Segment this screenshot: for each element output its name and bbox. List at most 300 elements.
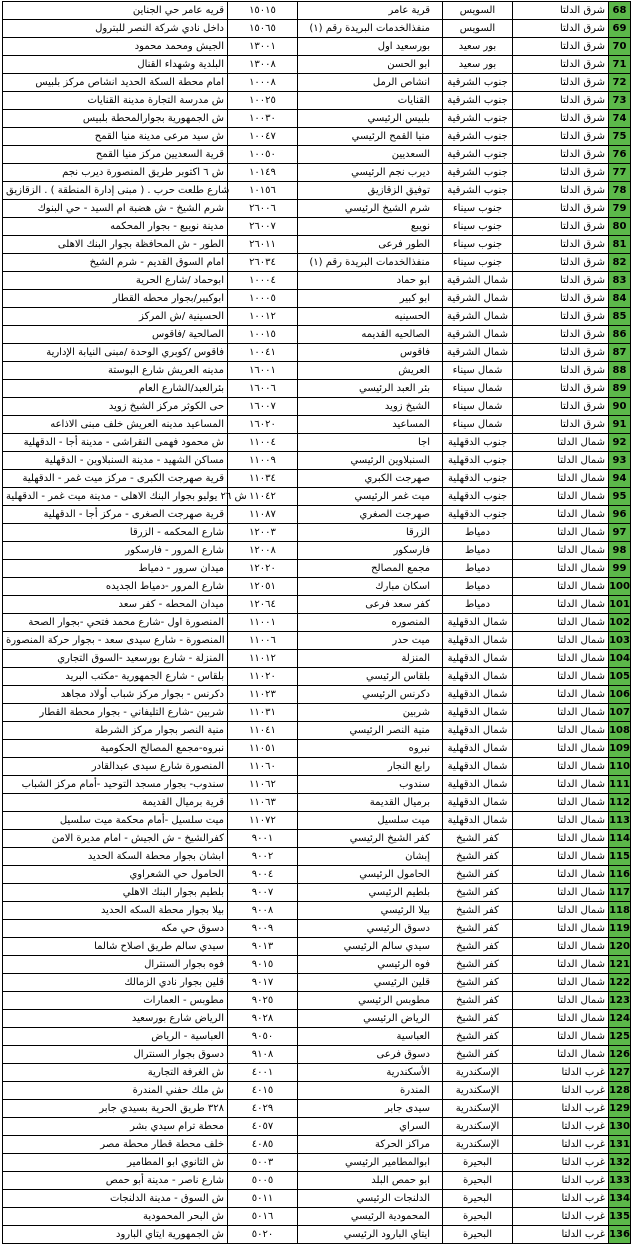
table-row bbox=[3, 326, 631, 344]
row-number-cell: 72 bbox=[609, 74, 631, 92]
address-cell: مدينه العريش شارع البوستة bbox=[3, 362, 228, 380]
code-cell: ٥٠١١ bbox=[228, 1190, 298, 1208]
office-cell: المندرة bbox=[298, 1082, 443, 1100]
address-cell: الرياض شارع بورسعيد bbox=[3, 1010, 228, 1028]
address-cell: قرية صهرجت الصغرى - مركز أجا - الدقهلية bbox=[3, 506, 228, 524]
region-cell: شمال الدلتا bbox=[513, 614, 609, 632]
row-number-cell: 112 bbox=[609, 794, 631, 812]
address-cell: البلدية وشهداء القنال bbox=[3, 56, 228, 74]
address-cell: المنزلة - شارع بورسعيد -السوق التجاري bbox=[3, 650, 228, 668]
table-row bbox=[3, 308, 631, 326]
code-cell: ١٠٠٣٠ bbox=[228, 110, 298, 128]
zone-cell: السويس bbox=[443, 20, 513, 38]
code-cell: ١٠٠٥٠ bbox=[228, 146, 298, 164]
zone-cell: جنوب الشرقية bbox=[443, 146, 513, 164]
office-cell: المنصوره bbox=[298, 614, 443, 632]
address-cell: كفرالشيخ - ش الجيش - امام مديرة الامن bbox=[3, 830, 228, 848]
office-cell: السنبلاوين الرئيسي bbox=[298, 452, 443, 470]
address-cell: بيلا بجوار محطة السكه الحديد bbox=[3, 902, 228, 920]
zone-cell: دمياط bbox=[443, 578, 513, 596]
region-cell: شمال الدلتا bbox=[513, 722, 609, 740]
code-cell: ٤٠٢٩ bbox=[228, 1100, 298, 1118]
row-number-cell: 75 bbox=[609, 128, 631, 146]
zone-cell: شمال سيناء bbox=[443, 362, 513, 380]
post-office-table-sheet bbox=[2, 1, 630, 1244]
office-cell: بورسعيد اول bbox=[298, 38, 443, 56]
address-cell: نبروه-مجمع المصالح الحكومية bbox=[3, 740, 228, 758]
office-cell: دكرنس الرئيسي bbox=[298, 686, 443, 704]
address-cell: ش الغرفة التجارية bbox=[3, 1064, 228, 1082]
zone-cell: البحيرة bbox=[443, 1226, 513, 1244]
code-cell: ١٠٠١٥ bbox=[228, 326, 298, 344]
address-cell: مساكن الشهيد - مدينة السنبلاوين - الدقهلية bbox=[3, 452, 228, 470]
row-number-cell: 103 bbox=[609, 632, 631, 650]
zone-cell: جنوب الدقهلية bbox=[443, 506, 513, 524]
region-cell: شمال الدلتا bbox=[513, 938, 609, 956]
code-cell: ١٠٠٠٤ bbox=[228, 272, 298, 290]
office-cell: الرياض الرئيسي bbox=[298, 1010, 443, 1028]
region-cell: غرب الدلتا bbox=[513, 1190, 609, 1208]
table-row bbox=[3, 1208, 631, 1226]
table-row bbox=[3, 1172, 631, 1190]
table-row bbox=[3, 272, 631, 290]
code-cell: ١١٠٦٢ bbox=[228, 776, 298, 794]
row-number-cell: 87 bbox=[609, 344, 631, 362]
address-cell: ش مدرسة التجارة مدينة القنايات bbox=[3, 92, 228, 110]
code-cell: ٩٠٢٥ bbox=[228, 992, 298, 1010]
region-cell: شرق الدلتا bbox=[513, 218, 609, 236]
region-cell: شرق الدلتا bbox=[513, 398, 609, 416]
office-cell: ابو حمص البلد bbox=[298, 1172, 443, 1190]
zone-cell: شمال الدقهلية bbox=[443, 686, 513, 704]
table-row bbox=[3, 380, 631, 398]
table-row bbox=[3, 1136, 631, 1154]
row-number-cell: 102 bbox=[609, 614, 631, 632]
code-cell: ١١٠٧٢ bbox=[228, 812, 298, 830]
code-cell: ٩٠١٥ bbox=[228, 956, 298, 974]
code-cell: ٤٠٥٧ bbox=[228, 1118, 298, 1136]
code-cell: ٢٦٠٠٧ bbox=[228, 218, 298, 236]
address-cell: الصالحية /فاقوس bbox=[3, 326, 228, 344]
row-number-cell: 121 bbox=[609, 956, 631, 974]
table-row bbox=[3, 1100, 631, 1118]
table-row bbox=[3, 416, 631, 434]
zone-cell: الإسكندرية bbox=[443, 1064, 513, 1082]
region-cell: شمال الدلتا bbox=[513, 470, 609, 488]
row-number-cell: 74 bbox=[609, 110, 631, 128]
zone-cell: كفر الشيخ bbox=[443, 1028, 513, 1046]
table-row bbox=[3, 506, 631, 524]
code-cell: ٤٠١٥ bbox=[228, 1082, 298, 1100]
code-cell: ١٠١٥٦ bbox=[228, 182, 298, 200]
zone-cell: كفر الشيخ bbox=[443, 884, 513, 902]
address-cell: الجيش ومحمد محمود bbox=[3, 38, 228, 56]
address-cell: شارع المرور -دمياط الجديده bbox=[3, 578, 228, 596]
region-cell: شمال الدلتا bbox=[513, 740, 609, 758]
address-cell: المساعيد مدينه العريش خلف مبنى الاذاعه bbox=[3, 416, 228, 434]
code-cell: ١١٠٢٠ bbox=[228, 668, 298, 686]
zone-cell: شمال الدقهلية bbox=[443, 740, 513, 758]
region-cell: شرق الدلتا bbox=[513, 92, 609, 110]
row-number-cell: 82 bbox=[609, 254, 631, 272]
code-cell: ١٦٠٠٧ bbox=[228, 398, 298, 416]
office-cell: ديرب نجم الرئيسي bbox=[298, 164, 443, 182]
table-row bbox=[3, 2, 631, 20]
code-cell: ١٢٠٢٠ bbox=[228, 560, 298, 578]
office-cell: اسكان مبارك bbox=[298, 578, 443, 596]
office-cell: المنزلة bbox=[298, 650, 443, 668]
region-cell: غرب الدلتا bbox=[513, 1226, 609, 1244]
office-cell: ابو كبير bbox=[298, 290, 443, 308]
row-number-cell: 71 bbox=[609, 56, 631, 74]
region-cell: شمال الدلتا bbox=[513, 812, 609, 830]
row-number-cell: 113 bbox=[609, 812, 631, 830]
zone-cell: شمال الشرقية bbox=[443, 308, 513, 326]
code-cell: ١١٠٨٧ bbox=[228, 506, 298, 524]
region-cell: غرب الدلتا bbox=[513, 1136, 609, 1154]
table-row bbox=[3, 92, 631, 110]
row-number-cell: 79 bbox=[609, 200, 631, 218]
table-row bbox=[3, 164, 631, 182]
row-number-cell: 116 bbox=[609, 866, 631, 884]
office-cell: صهرجت الصغري bbox=[298, 506, 443, 524]
zone-cell: كفر الشيخ bbox=[443, 830, 513, 848]
zone-cell: البحيرة bbox=[443, 1172, 513, 1190]
region-cell: شرق الدلتا bbox=[513, 56, 609, 74]
region-cell: شمال الدلتا bbox=[513, 848, 609, 866]
table-row bbox=[3, 1028, 631, 1046]
table-row bbox=[3, 1190, 631, 1208]
table-row bbox=[3, 596, 631, 614]
address-cell: دسوق حي مكه bbox=[3, 920, 228, 938]
address-cell: ش محمود فهمى النقراشى - مدينة أجا - الدقهلية bbox=[3, 434, 228, 452]
table-row bbox=[3, 1046, 631, 1064]
table-row bbox=[3, 1010, 631, 1028]
row-number-cell: 84 bbox=[609, 290, 631, 308]
region-cell: شمال الدلتا bbox=[513, 452, 609, 470]
row-number-cell: 115 bbox=[609, 848, 631, 866]
zone-cell: دمياط bbox=[443, 542, 513, 560]
code-cell: ١٠١٤٩ bbox=[228, 164, 298, 182]
code-cell: ١٠٠٠٥ bbox=[228, 290, 298, 308]
office-cell: ميت حدر bbox=[298, 632, 443, 650]
code-cell: ١٠٠١٢ bbox=[228, 308, 298, 326]
row-number-cell: 119 bbox=[609, 920, 631, 938]
row-number-cell: 106 bbox=[609, 686, 631, 704]
office-cell: بلقاس الرئيسي bbox=[298, 668, 443, 686]
table-row bbox=[3, 686, 631, 704]
row-number-cell: 128 bbox=[609, 1082, 631, 1100]
row-number-cell: 118 bbox=[609, 902, 631, 920]
code-cell: ١٠٠٢٥ bbox=[228, 92, 298, 110]
region-cell: شرق الدلتا bbox=[513, 182, 609, 200]
table-row bbox=[3, 632, 631, 650]
office-cell: الزرقا bbox=[298, 524, 443, 542]
region-cell: شرق الدلتا bbox=[513, 416, 609, 434]
region-cell: شرق الدلتا bbox=[513, 20, 609, 38]
office-cell: بيلا الرئيسي bbox=[298, 902, 443, 920]
zone-cell: جنوب سيناء bbox=[443, 236, 513, 254]
zone-cell: جنوب الدقهلية bbox=[443, 488, 513, 506]
region-cell: شرق الدلتا bbox=[513, 110, 609, 128]
office-cell: الصالحيه القديمه bbox=[298, 326, 443, 344]
zone-cell: شمال سيناء bbox=[443, 416, 513, 434]
address-cell: ش ٢٦ يوليو بجوار البنك الاهلى - مدينة ميت غمر - الدقهلية bbox=[3, 488, 228, 506]
table-row bbox=[3, 56, 631, 74]
zone-cell: جنوب الدقهلية bbox=[443, 470, 513, 488]
row-number-cell: 123 bbox=[609, 992, 631, 1010]
code-cell: ٢٦٠١١ bbox=[228, 236, 298, 254]
office-cell: فاقوس bbox=[298, 344, 443, 362]
office-cell: المساعيد bbox=[298, 416, 443, 434]
code-cell: ١٢٠٠٣ bbox=[228, 524, 298, 542]
row-number-cell: 70 bbox=[609, 38, 631, 56]
table-row bbox=[3, 776, 631, 794]
table-row bbox=[3, 740, 631, 758]
region-cell: شمال الدلتا bbox=[513, 1046, 609, 1064]
code-cell: ١٢٠٦٤ bbox=[228, 596, 298, 614]
address-cell: ابوحماد /شارع الحرية bbox=[3, 272, 228, 290]
address-cell: دكرنس - بجوار مركز شباب أولاد مجاهد bbox=[3, 686, 228, 704]
region-cell: شمال الدلتا bbox=[513, 830, 609, 848]
office-cell: فوه الرئيسي bbox=[298, 956, 443, 974]
table-row bbox=[3, 524, 631, 542]
region-cell: شمال الدلتا bbox=[513, 884, 609, 902]
table-row bbox=[3, 344, 631, 362]
table-row bbox=[3, 578, 631, 596]
table-row bbox=[3, 1226, 631, 1244]
region-cell: شمال الدلتا bbox=[513, 686, 609, 704]
table-body bbox=[3, 2, 631, 1244]
address-cell: ش الجمهورية بجوارالمحطة بلبيس bbox=[3, 110, 228, 128]
code-cell: ١٣٠٠١ bbox=[228, 38, 298, 56]
office-cell: الحسينيه bbox=[298, 308, 443, 326]
region-cell: شمال الدلتا bbox=[513, 794, 609, 812]
address-cell: مطوبس - العمارات bbox=[3, 992, 228, 1010]
region-cell: شمال الدلتا bbox=[513, 596, 609, 614]
code-cell: ١٦٠٠٦ bbox=[228, 380, 298, 398]
office-cell: شرم الشيخ الرئيسي bbox=[298, 200, 443, 218]
table-row bbox=[3, 236, 631, 254]
table-row bbox=[3, 704, 631, 722]
table-row bbox=[3, 974, 631, 992]
row-number-cell: 81 bbox=[609, 236, 631, 254]
code-cell: ١١٠٥١ bbox=[228, 740, 298, 758]
table-row bbox=[3, 434, 631, 452]
office-cell: الشيخ زويد bbox=[298, 398, 443, 416]
code-cell: ١٣٠٠٨ bbox=[228, 56, 298, 74]
office-cell: ابو الحسن bbox=[298, 56, 443, 74]
table-row bbox=[3, 722, 631, 740]
table-row bbox=[3, 866, 631, 884]
region-cell: شرق الدلتا bbox=[513, 236, 609, 254]
address-cell: شارع المحكمه - الزرقا bbox=[3, 524, 228, 542]
address-cell: فاقوس /كوبري الوحدة /مبنى النيابة الإدارية bbox=[3, 344, 228, 362]
address-cell: شارع المرور - فارسكور bbox=[3, 542, 228, 560]
address-cell: ش الجمهورية ايتاي البارود bbox=[3, 1226, 228, 1244]
address-cell: شربين -شارع التليفاني - بجوار محطة القطار bbox=[3, 704, 228, 722]
region-cell: شمال الدلتا bbox=[513, 1028, 609, 1046]
zone-cell: جنوب سيناء bbox=[443, 200, 513, 218]
office-cell: توفيق الزقازيق bbox=[298, 182, 443, 200]
address-cell: شارع طلعت حرب . ( مبنى إدارة المنطقة ) . الزقازيق bbox=[3, 182, 228, 200]
row-number-cell: 130 bbox=[609, 1118, 631, 1136]
address-cell: الحامول حي الشعراوي bbox=[3, 866, 228, 884]
zone-cell: شمال الدقهلية bbox=[443, 650, 513, 668]
zone-cell: جنوب الدقهلية bbox=[443, 452, 513, 470]
table-row bbox=[3, 200, 631, 218]
region-cell: شمال الدلتا bbox=[513, 650, 609, 668]
office-cell: المحمودية الرئيسي bbox=[298, 1208, 443, 1226]
zone-cell: البحيرة bbox=[443, 1190, 513, 1208]
code-cell: ٤٠٨٥ bbox=[228, 1136, 298, 1154]
code-cell: ١٢٠٥١ bbox=[228, 578, 298, 596]
region-cell: شمال الدلتا bbox=[513, 1010, 609, 1028]
post-office-table bbox=[2, 1, 631, 1244]
row-number-cell: 125 bbox=[609, 1028, 631, 1046]
region-cell: شرق الدلتا bbox=[513, 362, 609, 380]
zone-cell: كفر الشيخ bbox=[443, 956, 513, 974]
region-cell: شرق الدلتا bbox=[513, 38, 609, 56]
zone-cell: شمال الدقهلية bbox=[443, 776, 513, 794]
row-number-cell: 101 bbox=[609, 596, 631, 614]
table-row bbox=[3, 614, 631, 632]
region-cell: شمال الدلتا bbox=[513, 992, 609, 1010]
address-cell: ش ٦ اكتوبر طريق المنصورة ديرب نجم bbox=[3, 164, 228, 182]
row-number-cell: 98 bbox=[609, 542, 631, 560]
region-cell: غرب الدلتا bbox=[513, 1154, 609, 1172]
zone-cell: شمال الدقهلية bbox=[443, 758, 513, 776]
office-cell: نبروه bbox=[298, 740, 443, 758]
office-cell: الأسكندرية bbox=[298, 1064, 443, 1082]
zone-cell: السويس bbox=[443, 2, 513, 20]
table-row bbox=[3, 290, 631, 308]
row-number-cell: 97 bbox=[609, 524, 631, 542]
address-cell: ميت سلسيل -أمام محكمة ميت سلسيل bbox=[3, 812, 228, 830]
row-number-cell: 111 bbox=[609, 776, 631, 794]
code-cell: ٥٠٢٠ bbox=[228, 1226, 298, 1244]
table-row bbox=[3, 452, 631, 470]
address-cell: ميدان سرور - دمياط bbox=[3, 560, 228, 578]
address-cell: منية النصر بجوار مركز الشرطة bbox=[3, 722, 228, 740]
region-cell: شمال الدلتا bbox=[513, 956, 609, 974]
code-cell: ١١٠٠٦ bbox=[228, 632, 298, 650]
address-cell: خلف محطة قطار محطة مصر bbox=[3, 1136, 228, 1154]
address-cell: العباسية - الرياض bbox=[3, 1028, 228, 1046]
zone-cell: كفر الشيخ bbox=[443, 1046, 513, 1064]
table-row bbox=[3, 1064, 631, 1082]
row-number-cell: 86 bbox=[609, 326, 631, 344]
zone-cell: كفر الشيخ bbox=[443, 1010, 513, 1028]
code-cell: ٥٠٠٥ bbox=[228, 1172, 298, 1190]
address-cell: المنصورة شارع سيدى عبدالقادر bbox=[3, 758, 228, 776]
table-row bbox=[3, 470, 631, 488]
region-cell: شمال الدلتا bbox=[513, 632, 609, 650]
table-row bbox=[3, 38, 631, 56]
row-number-cell: 83 bbox=[609, 272, 631, 290]
region-cell: شمال الدلتا bbox=[513, 560, 609, 578]
office-cell: السعديين bbox=[298, 146, 443, 164]
office-cell: منية النصر الرئيسي bbox=[298, 722, 443, 740]
region-cell: شمال الدلتا bbox=[513, 578, 609, 596]
table-row bbox=[3, 650, 631, 668]
table-row bbox=[3, 182, 631, 200]
table-row bbox=[3, 1154, 631, 1172]
address-cell: داخل نادي شركة النصر للبترول bbox=[3, 20, 228, 38]
address-cell: شارع ناصر - مدينة أبو حمص bbox=[3, 1172, 228, 1190]
address-cell: ش البحر المحمودية bbox=[3, 1208, 228, 1226]
zone-cell: شمال الدقهلية bbox=[443, 812, 513, 830]
office-cell: مجمع المصالح bbox=[298, 560, 443, 578]
table-row bbox=[3, 992, 631, 1010]
address-cell: حى الكوثر مركز الشيخ زويد bbox=[3, 398, 228, 416]
zone-cell: جنوب سيناء bbox=[443, 218, 513, 236]
zone-cell: كفر الشيخ bbox=[443, 866, 513, 884]
office-cell: العريش bbox=[298, 362, 443, 380]
row-number-cell: 93 bbox=[609, 452, 631, 470]
row-number-cell: 136 bbox=[609, 1226, 631, 1244]
zone-cell: شمال الشرقية bbox=[443, 290, 513, 308]
table-row bbox=[3, 1082, 631, 1100]
address-cell: سندوب- بجوار مسجد التوحيد -أمام مركز الشباب bbox=[3, 776, 228, 794]
code-cell: ١٥٠١٥ bbox=[228, 2, 298, 20]
table-row bbox=[3, 542, 631, 560]
row-number-cell: 77 bbox=[609, 164, 631, 182]
address-cell: ش ملك حفني المندرة bbox=[3, 1082, 228, 1100]
address-cell: ٣٢٨ طريق الحرية بسيدي جابر bbox=[3, 1100, 228, 1118]
code-cell: ١٠٠٤٧ bbox=[228, 128, 298, 146]
table-row bbox=[3, 20, 631, 38]
region-cell: شرق الدلتا bbox=[513, 290, 609, 308]
row-number-cell: 131 bbox=[609, 1136, 631, 1154]
row-number-cell: 110 bbox=[609, 758, 631, 776]
row-number-cell: 132 bbox=[609, 1154, 631, 1172]
row-number-cell: 100 bbox=[609, 578, 631, 596]
address-cell: بلقاس - شارع الجمهورية -مكتب البريد bbox=[3, 668, 228, 686]
table-row bbox=[3, 812, 631, 830]
zone-cell: جنوب الشرقية bbox=[443, 182, 513, 200]
region-cell: شرق الدلتا bbox=[513, 200, 609, 218]
region-cell: غرب الدلتا bbox=[513, 1100, 609, 1118]
office-cell: دسوق الرئيسي bbox=[298, 920, 443, 938]
region-cell: شرق الدلتا bbox=[513, 74, 609, 92]
zone-cell: كفر الشيخ bbox=[443, 974, 513, 992]
row-number-cell: 95 bbox=[609, 488, 631, 506]
zone-cell: جنوب الشرقية bbox=[443, 74, 513, 92]
address-cell: المنصورة اول -شارع محمد فتحي -بجوار الصحة bbox=[3, 614, 228, 632]
table-row bbox=[3, 74, 631, 92]
zone-cell: بور سعيد bbox=[443, 38, 513, 56]
office-cell: صهرجت الكبري bbox=[298, 470, 443, 488]
office-cell: الطور فرعى bbox=[298, 236, 443, 254]
row-number-cell: 80 bbox=[609, 218, 631, 236]
region-cell: شرق الدلتا bbox=[513, 2, 609, 20]
code-cell: ٩٠١٧ bbox=[228, 974, 298, 992]
region-cell: شمال الدلتا bbox=[513, 902, 609, 920]
zone-cell: كفر الشيخ bbox=[443, 920, 513, 938]
table-row bbox=[3, 794, 631, 812]
code-cell: ٩٠٠٤ bbox=[228, 866, 298, 884]
code-cell: ٥٠١٦ bbox=[228, 1208, 298, 1226]
code-cell: ١١٠٦٠ bbox=[228, 758, 298, 776]
table-row bbox=[3, 488, 631, 506]
code-cell: ١٥٠٦٥ bbox=[228, 20, 298, 38]
table-row bbox=[3, 398, 631, 416]
region-cell: شرق الدلتا bbox=[513, 326, 609, 344]
table-row bbox=[3, 956, 631, 974]
zone-cell: شمال الشرقية bbox=[443, 272, 513, 290]
address-cell: امام السوق القديم - شرم الشيخ bbox=[3, 254, 228, 272]
